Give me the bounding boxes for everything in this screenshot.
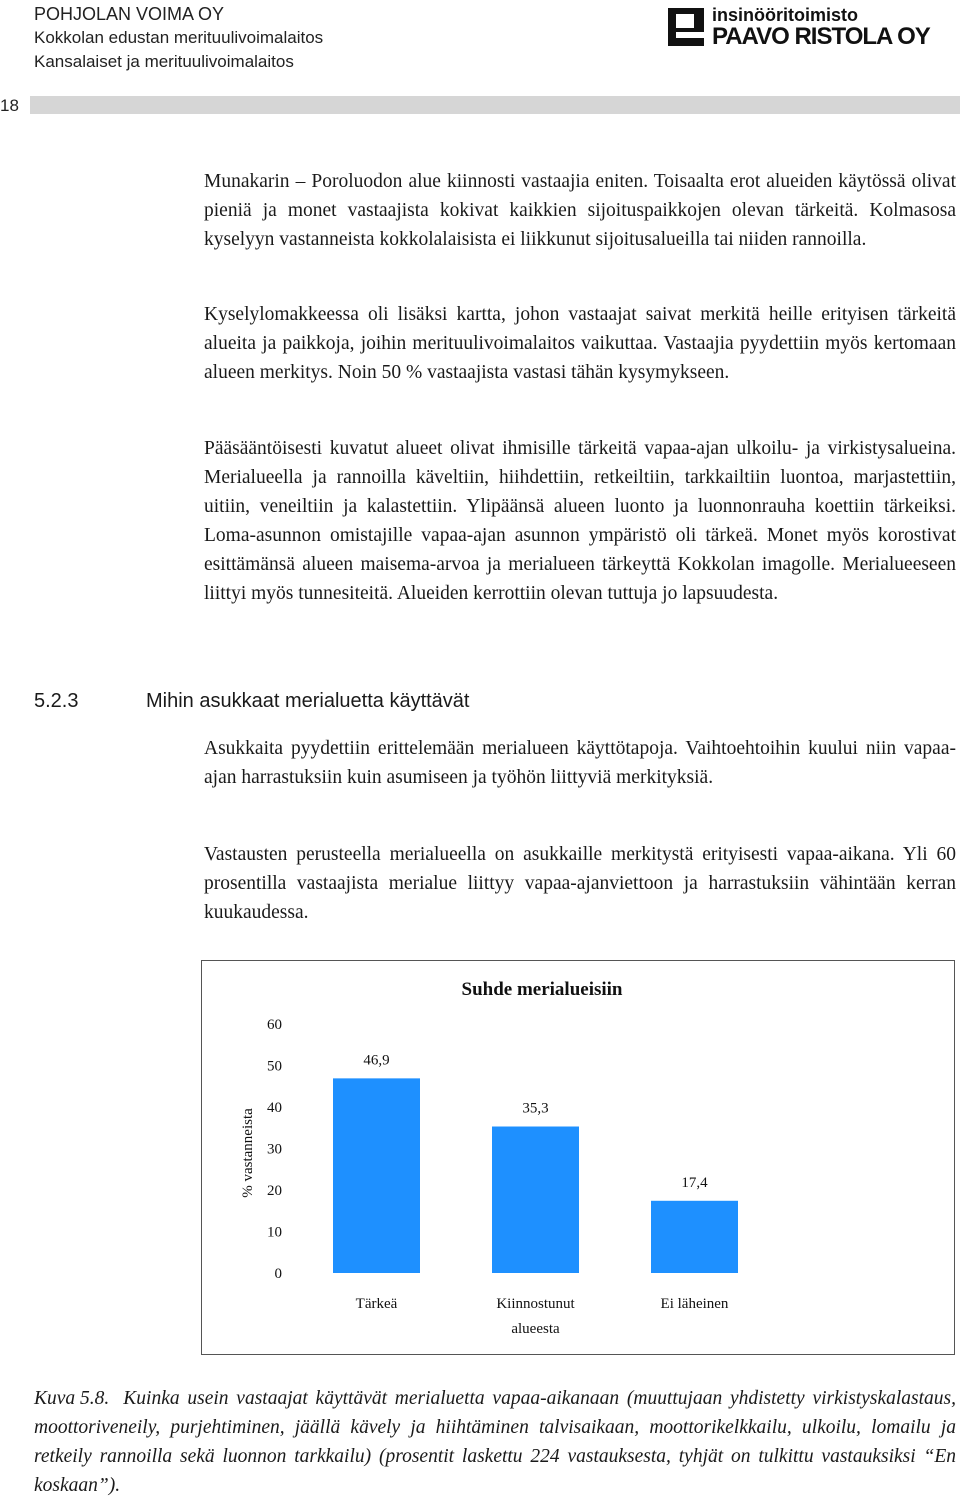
x-label-group [356,1296,729,1337]
paragraph-3: Pääsääntöisesti kuvatut alueet olivat ihmisille tärkeitä vapaa-ajan ulkoilu- ja virkistysalueina. Merialueella ja rannoilla käveltiin, hiihdettiin, retkeiltiin, tarkkailtiin luontoa, marjastettiin, uitiin, veneiltiin ja kalastettiin. Ylipäänsä alueen luonto ja luonnonrauha koettiin tärkeiksi. Loma-asunnon omistajille vapaa-ajan asunnon ympäristö oli tärkeä. Monet myös korostivat esittämänsä alueen maisema-arvoa ja merialueen tärkeyttä Kokkolan imagolle. Merialueeseen liittyi myös tunnesiteitä. Alueiden kerrottiin olevan tuttuja jo lapsuudesta. [204,438,956,604]
y-tick-label: 60 [267,1017,282,1033]
section-number: 5.2.3 [34,690,79,712]
page-header [34,2,323,74]
paragraph-2: Kyselylomakkeessa oli lisäksi kartta, johon vastaajat saivat merkitä heille erityisen tärkeitä alueita ja paikkoja, joihin merituulivoimalaitos vaikuttaa. Vastaajia pyydettiin myös kertomaan alueen merkitys. Noin 50 % vastaajista vastasi tähän kysymykseen. [204,304,956,383]
y-tick-label: 30 [267,1141,282,1158]
caption-text: Kuinka usein vastaajat käyttävät merialuetta vapaa-aikanaan (muuttujaan yhdistetty virkistyskalastaus, moottoriveneily, purjehtiminen, jäällä kävely ja hiihtäminen talvisaikaan, moottorikelkkailu, ulkoilu, lomailu ja retkeily rannoilla sekä luonnon tarkkailu) (prosentit laskettu 224 vastauksesta, tyhjät on tulkittu vastauksiksi “En koskaan”). [34,1388,956,1496]
page-number-bar [0,96,960,116]
company-logo [668,4,960,48]
figure-caption [34,1384,956,1500]
y-tick-label: 40 [267,1100,282,1116]
x-tick-label: Tärkeä [355,1296,398,1312]
y-tick-group [267,1017,282,1282]
x-tick-label: alueesta [511,1321,560,1337]
section-paragraph-2: Vastausten perusteella merialueella on asukkaille merkitystä erityisesti vapaa-aikana. Yli 60 prosentilla vastaajista merialue liittyy vapaa-ajanviettoon ja harrastuksiin vähintään kerran kuukaudessa. [204,844,956,923]
x-tick-label: Ei läheinen [660,1296,729,1312]
logo-line1: insinööritoimisto [712,5,858,25]
bar [651,1201,738,1273]
page-band [30,96,960,114]
header-company: POHJOLAN VOIMA OY [34,4,225,24]
section-title: Mihin asukkaat merialuetta käyttävät [146,690,470,712]
x-tick-label: Kiinnostunut [496,1296,575,1312]
chart-y-axis-label: % vastanneista [240,1108,256,1198]
page-number: 18 [0,96,24,116]
section-heading [34,687,470,715]
bar [492,1127,579,1273]
logo-line2: PAAVO RISTOLA OY [712,23,930,48]
section-paragraph-1: Asukkaita pyydettiin erittelemään merialueen käyttötapoja. Vaihtoehtoihin kuului niin vapaa-ajan harrastuksiin kuin asumiseen ja työhön liittyviä merkityksiä. [204,738,956,788]
header-project: Kokkolan edustan merituulivoimalaitos [34,28,324,47]
bar-value-label: 17,4 [681,1174,708,1191]
bar [333,1078,420,1273]
y-tick-label: 10 [267,1224,282,1241]
y-tick-label: 0 [274,1266,282,1282]
y-tick-label: 20 [267,1183,282,1199]
paragraph-1: Munakarin – Poroluodon alue kiinnosti vastaajia eniten. Toisaalta erot alueiden käytössä olivat pieniä ja monet vastaajista kokivat kaikkien sijoituspaikkojen olevan tärkeitä. Kolmasosa kyselyyn vastanneista kokkolalaisista ei liikkunut sijoitusalueilla tai niiden rannoilla. [204,171,956,250]
bar-value-label: 35,3 [522,1100,549,1117]
header-subtitle: Kansalaiset ja merituulivoimalaitos [34,52,294,71]
caption-label: Kuva 5.8. [34,1388,110,1409]
bar-chart [202,961,954,1354]
bar-value-label: 46,9 [363,1052,390,1069]
y-tick-label: 50 [267,1058,282,1075]
chart-title: Suhde merialueisiin [461,979,623,1000]
chart-frame [201,960,955,1355]
